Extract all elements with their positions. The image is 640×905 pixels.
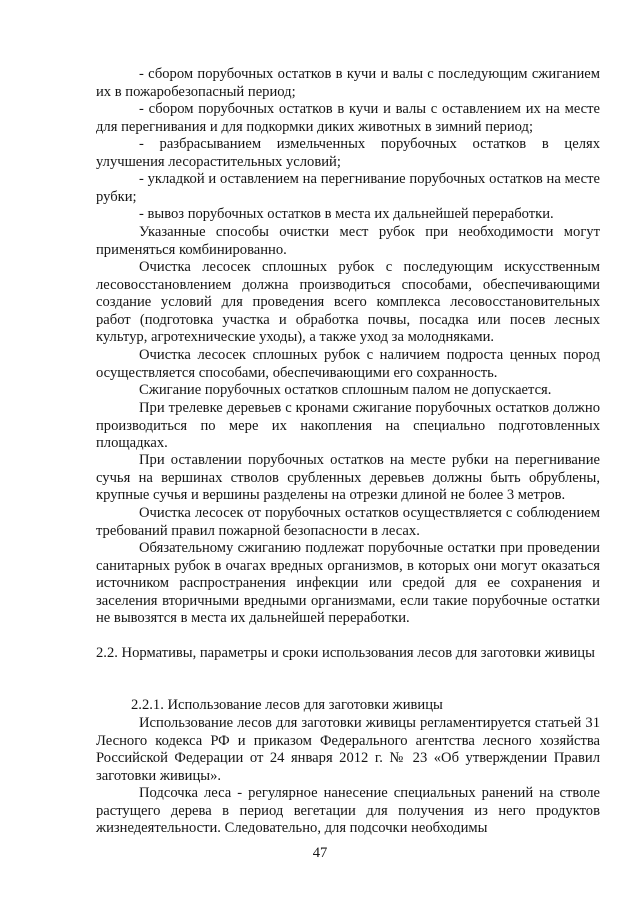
paragraph-tapping-definition: Подсочка леса - регулярное нанесение специальных ранений на стволе растущего дерева в период вегетации для получения из него продуктов жизнедеятельности. Следовательно, для подсочки необходимы — [96, 785, 600, 837]
list-item-leaving-for-animals: - сбором порубочных остатков в кучи и валы с оставлением их на месте для перегнивания и для подкормки диких животных в зимний период; — [96, 101, 600, 135]
list-item-scattering: - разбрасыванием измельченных порубочных остатков в целях улучшения лесорастительных условий; — [96, 136, 600, 170]
paragraph-no-burning: Сжигание порубочных остатков сплошным палом не допускается. — [139, 382, 552, 398]
subsection-heading: 2.2.1. Использование лесов для заготовки живицы — [131, 697, 443, 713]
list-item-burning: - сбором порубочных остатков в кучи и валы с последующим сжиганием их в пожаробезопасный период; — [96, 66, 600, 100]
paragraph-combined-methods: Указанные способы очистки мест рубок при необходимости могут применяться комбинированно. — [96, 224, 600, 258]
paragraph-clear-cut-reforestation: Очистка лесосек сплошных рубок с последующим искусственным лесовосстановлением должна производиться способами, обеспечивающими создание условий для проведения всего комплекса лесовосстановительных работ (подготовка участка и обработка почвы, посадка или посев лесных культур, агротехнические уходы), а также уход за молодняками. — [96, 259, 600, 346]
page-number: 47 — [312, 845, 328, 861]
list-item-stacking: - укладкой и оставлением на перегнивание порубочных остатков на месте рубки; — [96, 171, 600, 205]
list-item-removal: - вывоз порубочных остатков в места их дальнейшей переработки. — [139, 206, 554, 222]
paragraph-fire-safety: Очистка лесосек от порубочных остатков осуществляется с соблюдением требований правил пожарной безопасности в лесах. — [96, 505, 600, 539]
paragraph-regulation: Использование лесов для заготовки живицы регламентируется статьей 31 Лесного кодекса РФ и приказом Федерального агентства лесного хозяйства Российской Федерации от 24 января 2012 г. № 23 «Об утверждении Правил заготовки живицы». — [96, 715, 600, 784]
section-heading: 2.2. Нормативы, параметры и сроки использования лесов для заготовки живицы — [96, 645, 595, 661]
paragraph-undergrowth: Очистка лесосек сплошных рубок с наличием подроста ценных пород осуществляется способами, обеспечивающими его сохранность. — [96, 347, 600, 381]
paragraph-skidding: При трелевке деревьев с кронами сжигание порубочных остатков должно производиться по мере их накопления на специально подготовленных площадках. — [96, 400, 600, 452]
paragraph-leaving-to-rot: При оставлении порубочных остатков на месте рубки на перегнивание сучья на вершинах стволов срубленных деревьев должны быть обрублены, крупные сучья и вершины разделены на отрезки длиной не более 3 метров. — [96, 452, 600, 504]
paragraph-mandatory-burning: Обязательному сжиганию подлежат порубочные остатки при проведении санитарных рубок в очагах вредных организмов, в которых они могут оказаться источником распространения инфекции или средой для ее сохранения и заселения вторичными вредными организмами, если такие порубочные остатки не вывозятся в места их дальнейшей переработки. — [96, 540, 600, 627]
